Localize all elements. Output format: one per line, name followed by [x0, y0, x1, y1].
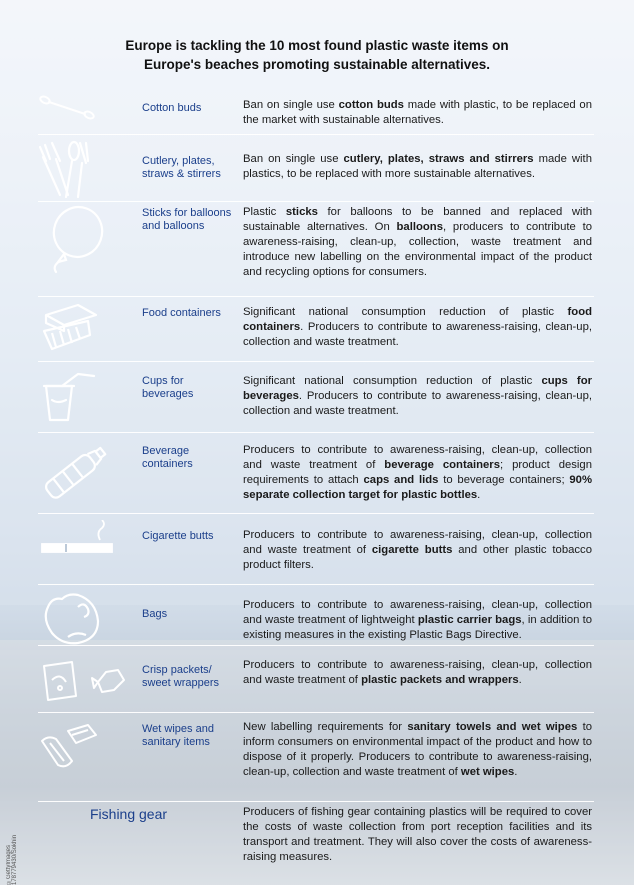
item-description [243, 205, 592, 280]
text-segment: for balloons to be banned and replaced with sustainable alternatives. On [243, 206, 592, 233]
bold-text: wet wipes [460, 766, 515, 778]
bag-icon [38, 587, 108, 649]
item-label: Cotton buds [142, 102, 202, 114]
text-segment: made with plastic, to be replaced on the market with sustainable alternatives. [243, 99, 593, 126]
item-row-cotton-buds [38, 88, 594, 135]
item-description [243, 528, 592, 573]
text-segment: Producers to contribute to awareness-raising, clean-up, collection and waste treatment of [243, 444, 592, 471]
item-label: Food containers [142, 307, 221, 319]
bold-text: plastic carrier bags [417, 614, 522, 626]
cotton-bud-icon [38, 92, 108, 122]
bold-text: cutlery, plates, straws and stirrers [343, 153, 534, 165]
bold-text: food containers [243, 306, 592, 333]
bold-text: beverage containers [384, 459, 500, 471]
wrapper-icon [38, 656, 108, 704]
item-label: Beverage containers [142, 445, 193, 470]
bold-text: balloons [396, 221, 443, 233]
item-description [243, 152, 592, 182]
text-segment: Ban on single use [243, 153, 344, 165]
bottle-icon [38, 437, 108, 507]
text-segment: made with plastics, to be replaced with more sustainable alternatives. [243, 153, 592, 180]
item-label: Bags [142, 608, 168, 620]
wet-wipes-icon [38, 721, 108, 773]
bold-text: 90% separate collection target for plastic bottles [243, 474, 592, 501]
photo-credit: ©GettyImages 178779430/Sokhin [6, 834, 18, 885]
text-segment: Producers to contribute to awareness-raising, clean-up, collection and waste treatment of [243, 659, 592, 686]
item-label: Wet wipes and sanitary items [142, 723, 214, 748]
item-description [243, 98, 592, 128]
cup-icon [38, 372, 108, 428]
text-segment: . Producers to contribute to awareness-raising, clean-up, collection and waste treatment. [243, 321, 592, 348]
item-row-food-containers [38, 297, 594, 362]
bold-text: sticks [285, 206, 318, 218]
item-row-fishing-gear [38, 802, 594, 872]
item-label: Cigarette butts [142, 530, 214, 542]
text-segment: Ban on single use [243, 99, 339, 111]
text-segment: . [477, 489, 481, 501]
balloon-icon [38, 204, 108, 274]
bold-text: plastic packets and wrappers [361, 674, 519, 686]
bold-text: sanitary towels and wet wipes [407, 721, 578, 733]
cutlery-icon [38, 139, 108, 199]
text-segment: Producers of fishing gear containing plastics will be required to cover the costs of waste collection from port reception facilities and its transport and treatment. They will also cover the costs of awareness-raising measures. [243, 806, 592, 863]
item-row-cups [38, 362, 594, 433]
text-segment: New labelling requirements for [243, 721, 408, 733]
food-container-icon [38, 301, 108, 359]
text-segment: ; product design requirements to attach [243, 459, 593, 486]
page-title: Europe is tackling the 10 most found plastic waste items on Europe's beaches promoting sustainable alternatives. [125, 38, 509, 72]
text-segment: Plastic [243, 206, 286, 218]
item-label: Crisp packets/ sweet wrappers [142, 664, 220, 689]
text-segment: Significant national consumption reduction of plastic [243, 375, 542, 387]
item-row-cutlery [38, 135, 594, 202]
text-segment: Producers to contribute to awareness-raising, clean-up, collection and waste treatment of [243, 529, 592, 556]
item-label: Sticks for balloons and balloons [142, 207, 232, 232]
item-row-beverage-containers [38, 433, 594, 514]
item-row-balloons [38, 202, 594, 297]
item-description [243, 443, 592, 503]
item-description [243, 374, 592, 419]
text-segment: . [514, 766, 518, 778]
text-segment: . [518, 674, 522, 686]
text-segment: , in addition to existing measures in the existing Plastic Bags Directive. [243, 614, 592, 641]
text-segment: Producers to contribute to awareness-raising, clean-up, collection and waste treatment of lightweight [243, 599, 592, 626]
item-row-wet-wipes [38, 713, 594, 802]
text-segment: , producers to contribute to awareness-raising, clean-up, collection, waste treatment and introduce new labelling on the environmental impact of the product and recycling options for consumers. [243, 221, 593, 278]
item-row-cigarette-butts [38, 514, 594, 585]
item-description [243, 805, 592, 865]
item-label: Fishing gear [90, 806, 168, 822]
text-segment: Significant national consumption reduction of plastic [243, 306, 568, 318]
item-description [243, 598, 592, 643]
item-description [243, 658, 592, 688]
text-segment: to inform consumers on environmental impact of the product and how to dispose of it properly. Producers to contribute to awareness-raising, clean-up, collection and waste treatment of [243, 721, 592, 778]
cigarette-icon [38, 520, 108, 560]
item-row-wrappers [38, 646, 594, 713]
text-segment: to beverage containers; [438, 474, 570, 486]
item-description [243, 720, 592, 780]
bold-text: caps and lids [363, 474, 439, 486]
bold-text: cigarette butts [371, 544, 453, 556]
item-label: Cutlery, plates, straws & stirrers [142, 155, 221, 180]
bold-text: cups for beverages [243, 375, 592, 402]
text-segment: and other plastic tobacco product filters. [243, 544, 592, 571]
bold-text: cotton buds [338, 99, 404, 111]
item-row-bags [38, 585, 594, 646]
item-label: Cups for beverages [142, 375, 194, 400]
text-segment: . Producers to contribute to awareness-raising, clean-up, collection and waste treatment. [243, 390, 592, 417]
item-description [243, 305, 592, 350]
